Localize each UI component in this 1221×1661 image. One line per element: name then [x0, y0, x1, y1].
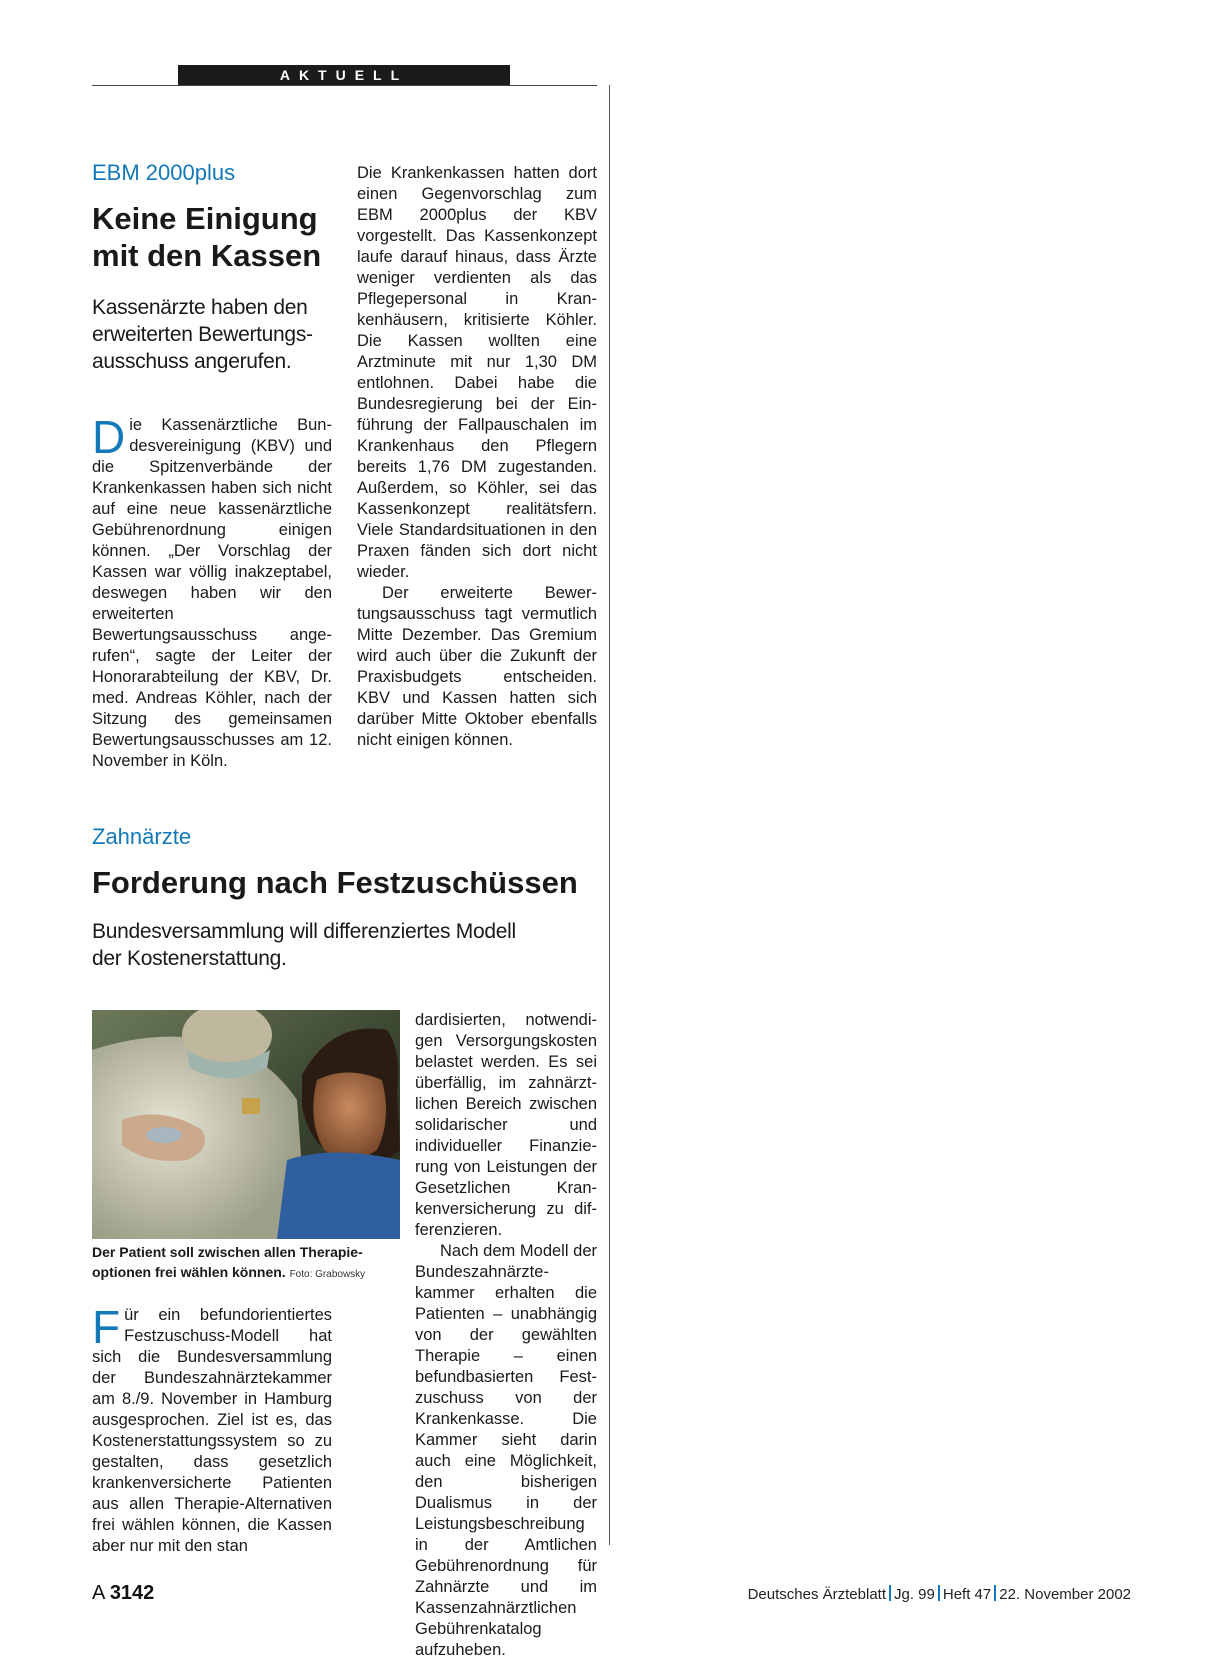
separator	[938, 1585, 940, 1601]
page-prefix: A	[92, 1582, 105, 1604]
dropcap: F	[92, 1301, 121, 1353]
journal-info	[748, 1585, 1131, 1603]
journal-volume: Jg. 99	[894, 1586, 935, 1603]
journal-name: Deutsches Ärzteblatt	[747, 1586, 886, 1603]
article2-col2-para1: dardisierten, notwendigen Versorgungskosten belastet werden. Es sei überfällig, im zahnärztlichen Bereich zwischen solidarischer und individueller Finanzierung von Leistungen der Gesetzlichen Krankenversicherung zu differenzieren.	[415, 1011, 597, 1239]
article1-col2-para2: Der erweiterte Bewertungsausschuss tagt vermutlich Mitte Dezember. Das Gremium wird auch über die Zukunft der Praxisbudgets entscheiden. KBV und Kassen hatten sich darüber Mitte Oktober ebenfalls nicht einigen können.	[357, 584, 597, 749]
article2-dek	[92, 918, 612, 972]
article1-dek: Kassenärzte haben den erweiterten Bewertungsausschuss angerufen.	[92, 296, 314, 373]
article2-column2a	[415, 1010, 597, 1241]
journal-issue: Heft 47	[942, 1586, 992, 1603]
article1-headline	[92, 200, 352, 274]
photo-caption	[92, 1242, 404, 1285]
article1-column1	[92, 411, 332, 772]
column-rule	[609, 85, 610, 1545]
journal-date: 22. November 2002	[999, 1586, 1131, 1603]
article2-headline: Forderung nach Festzuschüssen	[92, 865, 578, 900]
dropcap: D	[92, 411, 126, 463]
article1-headline-line1: Keine Einigung	[92, 201, 318, 236]
photo-credit: Foto: Grabowsky	[289, 1269, 366, 1280]
article2-kicker: Zahnärzte	[92, 824, 192, 849]
article-photo	[92, 1010, 400, 1239]
article1-kicker: EBM 2000plus	[92, 160, 236, 185]
article2-dek-line2: der Kostenerstattung.	[92, 947, 287, 970]
article1-headline-line2: mit den Kassen	[92, 238, 322, 273]
caption-text: Der Patient soll zwischen allen Therapieoptionen frei wählen können.	[92, 1244, 363, 1280]
article1-column2	[357, 163, 597, 751]
separator	[994, 1585, 996, 1601]
article1-col1-text: ie Kassenärztliche Bundesvereinigung (KBV) und die Spitzenverbände der Krankenkassen haben sich nicht auf eine neue kassenärztliche Gebührenordnung einigen können. „Der Vorschlag der Kassen war völlig inakzeptabel, deswegen haben wir den erweiterten Bewertungsausschuss angerufen“, sagte der Leiter der Honorarabteilung der KBV, Dr. med. Andreas Köhler, nach der Sitzung des gemeinsamen Bewertungsausschusses am 12. November in Köln.	[92, 416, 332, 770]
article2-column2b	[415, 1241, 597, 1661]
page-number-value: 3142	[109, 1582, 155, 1604]
article1-col2-para1: Die Krankenkassen hatten dort einen Gegenvorschlag zum EBM 2000plus der KBV vorgestellt. Das Kassenkonzept laufe darauf hinaus, dass Ärzte weniger verdienten als das Pflegepersonal in Krankenhäusern, kritisierte Köhler. Die Kassen wollten eine Arztminute mit nur 1,30 DM entlohnen. Dabei habe die Bundesregierung bei der Einführung der Fallpauschalen im Krankenhaus den Pflegern bereits 1,76 DM zugestanden. Außerdem, so Köhler, sei das Kassenkonzept realitätsfern. Viele Standardsituationen in den Praxen fänden sich dort nicht wieder.	[357, 164, 597, 581]
page-number	[92, 1582, 154, 1605]
dentist-patient-photo	[92, 1010, 400, 1239]
article2-col1-text: ür ein befundorientiertes Festzuschuss-Modell hat sich die Bundesversammlung der Bundeszahnärztekammer am 8./9. November in Hamburg ausgesprochen. Ziel ist es, das Kostenerstattungssystem so zu gestalten, dass gesetzlich krankenversicherte Patienten aus allen Therapie-Alternativen frei wählen können, die Kassen aber nur mit den stan	[92, 1306, 332, 1555]
section-label: AKTUELL	[178, 65, 510, 85]
article2-dek-line1: Bundesversammlung will differenziertes Modell	[92, 920, 516, 943]
article2-col2-para2: Nach dem Modell der Bundeszahnärztekammer erhalten die Patienten – unabhängig von der gewählten Therapie – einen befundbasierten Festzuschuss von der Krankenkasse. Die Kammer sieht darin auch eine Möglichkeit, den bisherigen Dualismus in der Leistungsbeschreibung in der Amtlichen Gebührenordnung für Zahnärzte und im Kassenzahnärztlichen Gebührenkatalog aufzuheben.	[415, 1242, 597, 1659]
section-rule	[92, 85, 597, 86]
article2-column1	[92, 1301, 332, 1557]
separator	[889, 1585, 891, 1601]
